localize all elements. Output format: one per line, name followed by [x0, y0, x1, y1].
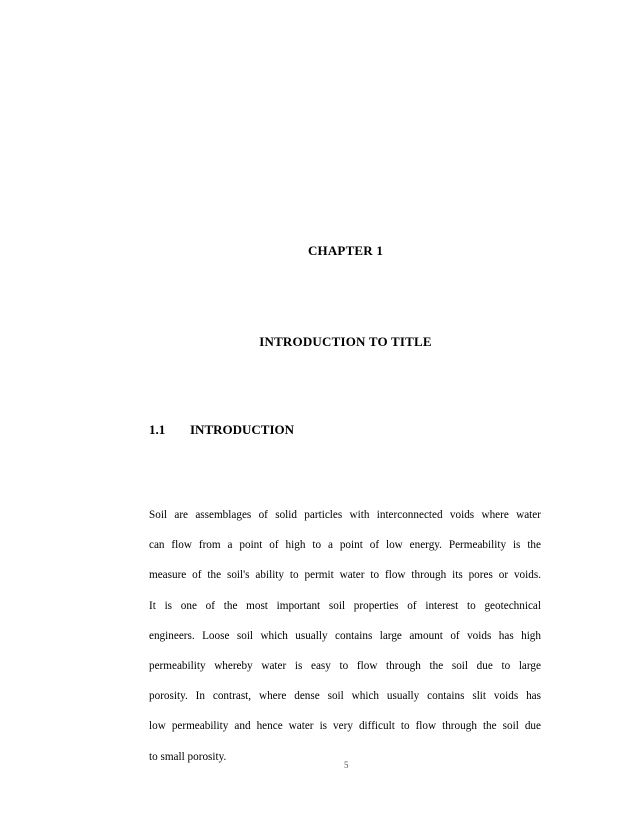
- section-number: 1.1: [149, 422, 166, 437]
- paragraph-line: permeability whereby water is easy to flow through the soil due to large: [149, 659, 541, 672]
- paragraph-line: engineers. Loose soil which usually contains large amount of voids has high: [149, 629, 541, 642]
- paragraph-line: Soil are assemblages of solid particles with interconnected voids where water: [149, 509, 541, 521]
- paragraph-line: It is one of the most important soil properties of interest to geotechnical: [149, 599, 541, 612]
- paragraph-line: can flow from a point of high to a point of low energy. Permeability is the: [149, 539, 541, 552]
- paragraph-line: low permeability and hence water is very difficult to flow through the soil due: [149, 720, 541, 733]
- section-heading: [149, 422, 294, 438]
- paragraph-line: porosity. In contrast, where dense soil which usually contains slit voids has: [149, 690, 541, 703]
- page-number: 5: [344, 760, 349, 770]
- body-paragraph: [149, 505, 541, 777]
- paragraph-line: measure of the soil's ability to permit water to flow through its pores or voids.: [149, 569, 541, 582]
- section-title: INTRODUCTION: [190, 422, 295, 437]
- paragraph-line: to small porosity.: [149, 750, 227, 763]
- chapter-title: INTRODUCTION TO TITLE: [259, 334, 432, 349]
- chapter-label: CHAPTER 1: [307, 243, 384, 258]
